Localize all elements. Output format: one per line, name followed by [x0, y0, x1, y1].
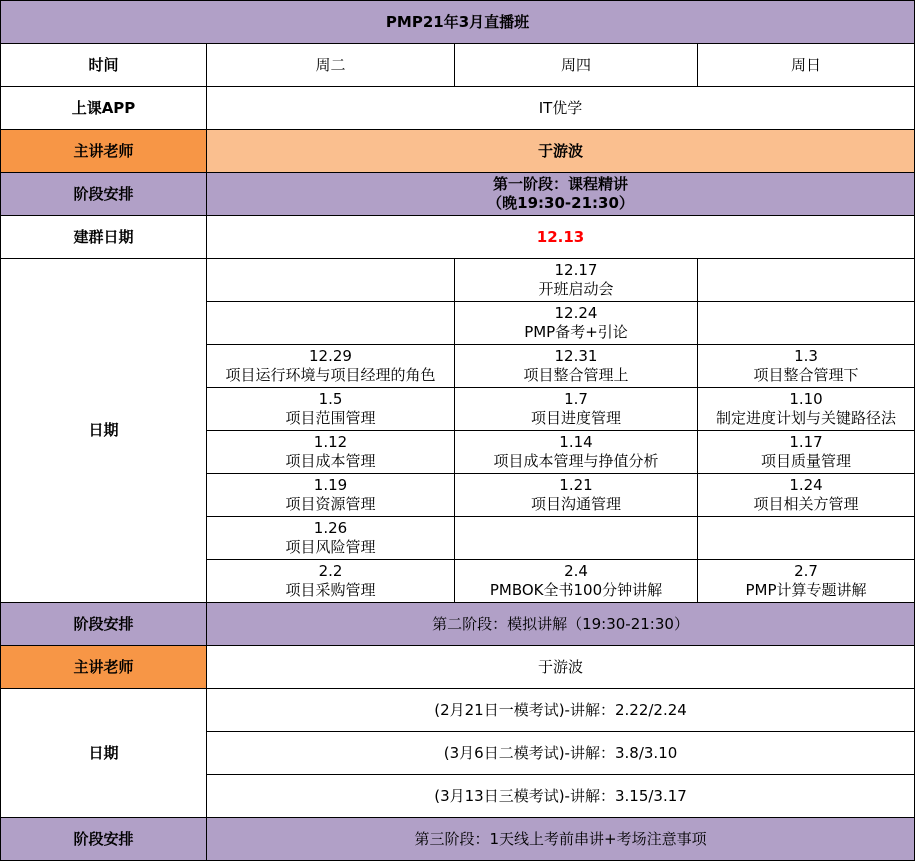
session-date: 12.31	[554, 347, 598, 365]
session-date: 12.17	[554, 261, 598, 279]
session-topic: 项目整合管理下	[753, 366, 859, 384]
session-date: 1.17	[789, 433, 823, 451]
session-cell	[455, 431, 698, 474]
session-cell	[698, 474, 915, 517]
stage-label: 阶段安排	[1, 173, 207, 216]
app-value: IT优学	[207, 87, 915, 130]
session-cell-empty	[698, 259, 915, 302]
session-date: 12.24	[554, 304, 598, 322]
session-topic: 项目资源管理	[285, 495, 376, 513]
time-header: 时间	[1, 44, 207, 87]
session-cell	[207, 388, 455, 431]
teacher-name: 于游波	[207, 646, 915, 689]
day-header-sunday: 周日	[698, 44, 915, 87]
session-date: 2.7	[794, 562, 818, 580]
session-cell	[455, 560, 698, 603]
session-cell	[207, 345, 455, 388]
day-header-tuesday: 周二	[207, 44, 455, 87]
session-topic: 项目范围管理	[285, 409, 376, 427]
session-topic: 项目运行环境与项目经理的角色	[225, 366, 436, 384]
session-date: 1.14	[559, 433, 593, 451]
session-topic: 项目进度管理	[530, 409, 621, 427]
stage-one-title: 第一阶段：课程精讲	[493, 175, 629, 193]
session-topic: PMP备考+引论	[524, 323, 628, 341]
session-topic: PMP计算专题讲解	[745, 581, 867, 599]
session-cell-empty	[207, 259, 455, 302]
session-date: 1.5	[318, 390, 343, 408]
session-cell	[698, 560, 915, 603]
session-topic: 项目整合管理上	[523, 366, 629, 384]
session-topic: 项目相关方管理	[753, 495, 859, 513]
dates-label: 日期	[1, 259, 207, 603]
mock-exam-item: (3月13日三模考试)-讲解：3.15/3.17	[207, 775, 915, 818]
day-header-thursday: 周四	[455, 44, 698, 87]
session-date: 1.3	[794, 347, 818, 365]
session-topic: PMBOK全书100分钟讲解	[489, 581, 663, 599]
session-cell-empty	[698, 517, 915, 560]
session-topic: 项目沟通管理	[530, 495, 621, 513]
session-date: 1.12	[313, 433, 348, 451]
dates-label: 日期	[1, 689, 207, 818]
stage-three-info: 第三阶段：1天线上考前串讲+考场注意事项	[207, 818, 915, 861]
session-cell	[455, 259, 698, 302]
session-topic: 开班启动会	[538, 280, 614, 298]
session-cell-empty	[207, 302, 455, 345]
schedule-title: PMP21年3月直播班	[1, 1, 915, 44]
session-date: 1.21	[559, 476, 593, 494]
session-date: 1.24	[789, 476, 823, 494]
app-label: 上课APP	[1, 87, 207, 130]
session-topic: 项目质量管理	[761, 452, 852, 470]
session-date: 1.7	[564, 390, 588, 408]
session-cell	[207, 474, 455, 517]
session-cell	[455, 302, 698, 345]
session-date: 1.10	[789, 390, 823, 408]
stage-one-info	[207, 173, 915, 216]
group-date-value: 12.13	[207, 216, 915, 259]
session-date: 1.26	[313, 519, 348, 537]
mock-exam-item: (3月6日二模考试)-讲解：3.8/3.10	[207, 732, 915, 775]
teacher-label: 主讲老师	[1, 646, 207, 689]
session-cell	[455, 345, 698, 388]
session-cell	[207, 560, 455, 603]
stage-two-info: 第二阶段：模拟讲解（19:30-21:30）	[207, 603, 915, 646]
stage-label: 阶段安排	[1, 818, 207, 861]
session-topic: 制定进度计划与关键路径法	[716, 409, 897, 427]
session-cell	[455, 388, 698, 431]
stage-label: 阶段安排	[1, 603, 207, 646]
session-topic: 项目成本管理与挣值分析	[493, 452, 659, 470]
session-topic: 项目采购管理	[285, 581, 376, 599]
teacher-name: 于游波	[207, 130, 915, 173]
group-date-label: 建群日期	[1, 216, 207, 259]
mock-exam-item: (2月21日一模考试)-讲解：2.22/2.24	[207, 689, 915, 732]
session-topic: 项目风险管理	[285, 538, 376, 556]
session-cell	[698, 431, 915, 474]
session-cell-empty	[455, 517, 698, 560]
session-cell	[207, 431, 455, 474]
session-date: 12.29	[309, 347, 352, 365]
session-cell	[207, 517, 455, 560]
session-date: 2.4	[564, 562, 588, 580]
session-cell	[698, 388, 915, 431]
session-cell	[698, 345, 915, 388]
session-date: 2.2	[318, 562, 343, 580]
stage-one-time: （晚19:30-21:30）	[487, 194, 634, 212]
session-topic: 项目成本管理	[285, 452, 376, 470]
session-cell-empty	[698, 302, 915, 345]
session-date: 1.19	[313, 476, 348, 494]
session-cell	[455, 474, 698, 517]
teacher-label: 主讲老师	[1, 130, 207, 173]
